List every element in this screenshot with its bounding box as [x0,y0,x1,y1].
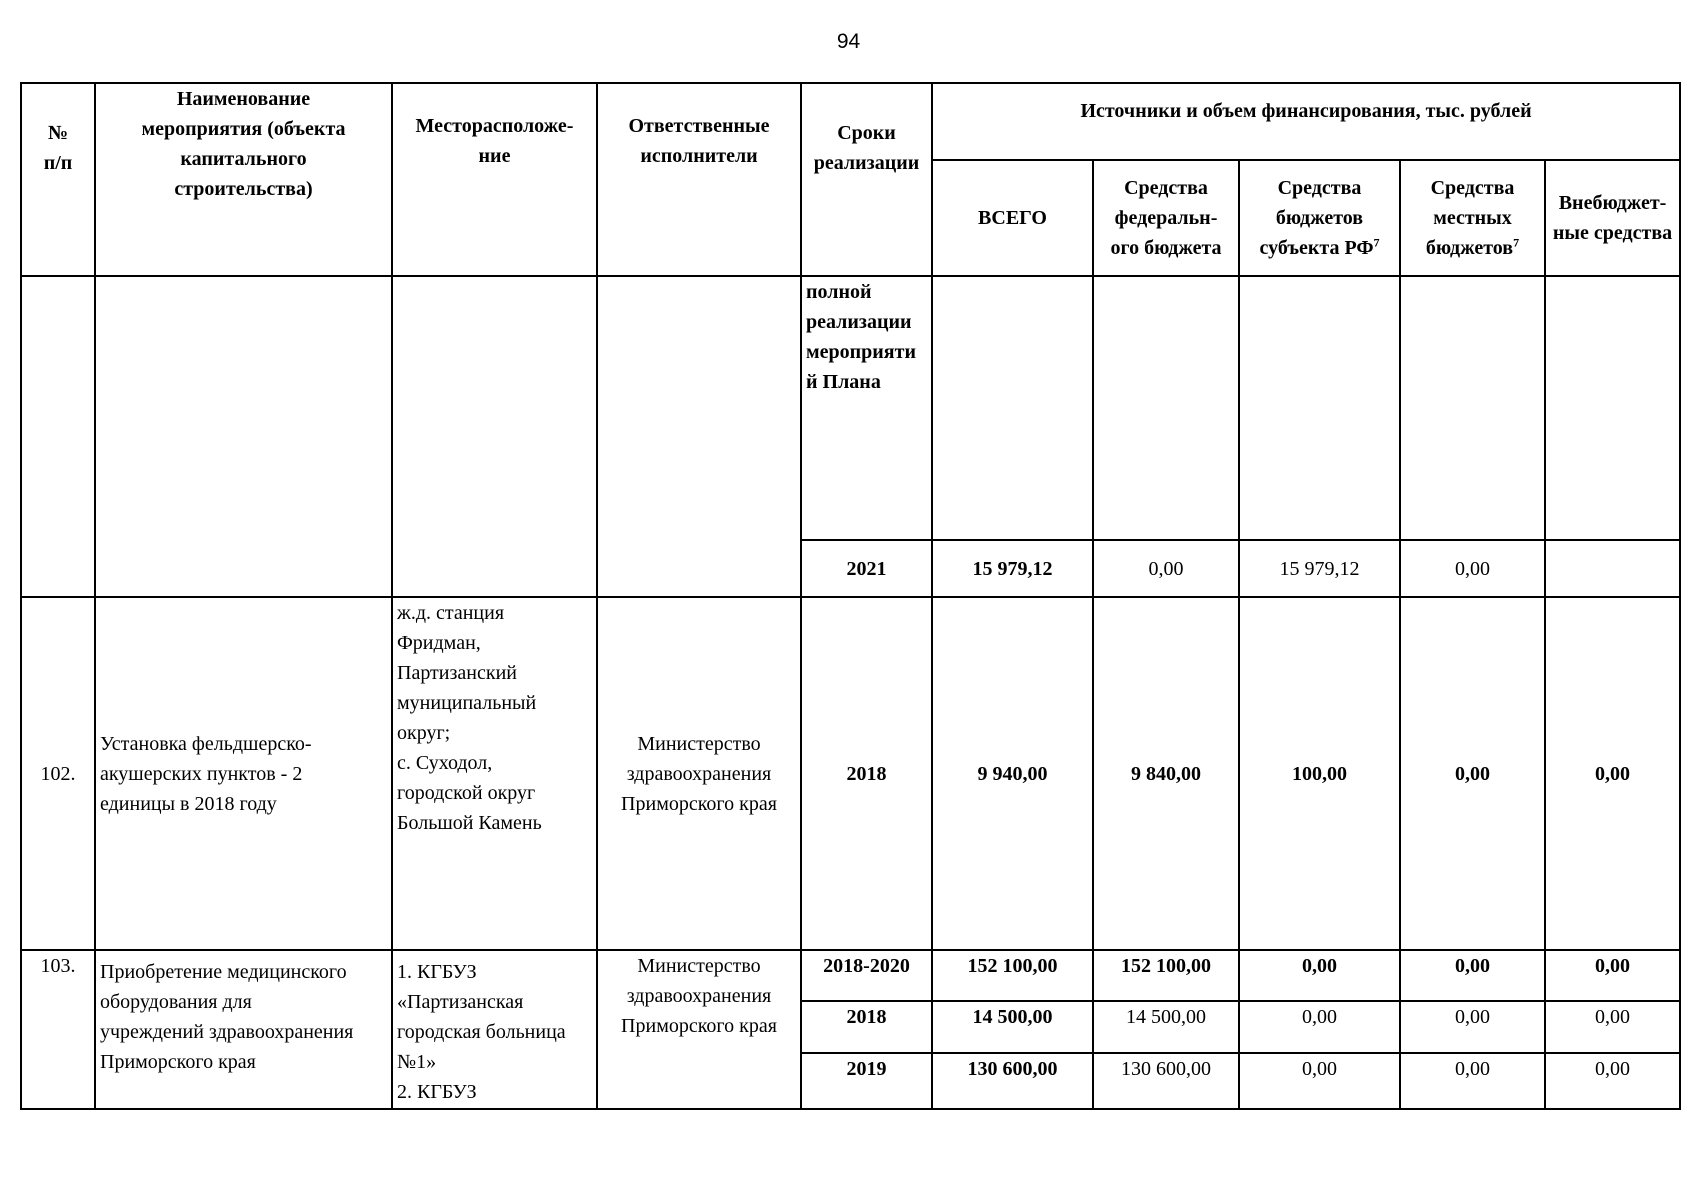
cont-empty-local [1400,276,1545,540]
header-financing: Источники и объем финансирования, тыс. рублей [932,83,1680,160]
cont-location-cell [392,276,597,597]
row-103-executors: Министерство здравоохранения Приморского края [597,950,801,1109]
cont-period-note: полной реализации мероприяти й Плана [801,276,932,540]
row-103-federal: 130 600,00 [1093,1053,1239,1109]
header-period: Сроки реализации [801,83,932,276]
header-regional-label: Средства бюджетов субъекта РФ [1259,177,1374,259]
table-row [21,950,1680,1001]
cont-empty-extrabudget [1545,276,1680,540]
row-102-num: 102. [21,597,95,950]
row-103-regional: 0,00 [1239,950,1400,1001]
cont-empty-total [932,276,1093,540]
row-102-extrabudget: 0,00 [1545,597,1680,950]
header-location: Месторасположе- ние [392,83,597,276]
header-local-label: Средства местных бюджетов [1425,177,1515,259]
row-103-extrabudget: 0,00 [1545,950,1680,1001]
row-102-federal: 9 840,00 [1093,597,1239,950]
cont-name-cell [95,276,392,597]
page-number: 94 [836,30,861,53]
row-103-period: 2018 [801,1001,932,1053]
header-regional [1239,160,1400,276]
row-103-local: 0,00 [1400,1053,1545,1109]
row-102-executors: Министерство здравоохранения Приморского края [597,597,801,950]
cont-num-cell [21,276,95,597]
cont-year: 2021 [801,540,932,597]
table-row [21,597,1680,950]
cont-federal: 0,00 [1093,540,1239,597]
table-row [21,276,1680,540]
row-103-total: 130 600,00 [932,1053,1093,1109]
cont-empty-federal [1093,276,1239,540]
row-103-name: Приобретение медицинского оборудования для учреждений здравоохранения Приморского края [95,950,392,1109]
cont-empty-regional [1239,276,1400,540]
financing-table [20,82,1681,1110]
header-local-footnote: 7 [1513,235,1520,250]
header-local [1400,160,1545,276]
row-102-location: ж.д. станция Фридман, Партизанский муниципальный округ; с. Суходол, городской округ Большой Камень [392,597,597,950]
header-num: № п/п [21,83,95,276]
cont-regional: 15 979,12 [1239,540,1400,597]
header-name: Наименование мероприятия (объекта капитального строительства) [95,83,392,276]
header-row-1 [21,83,1680,160]
cont-local: 0,00 [1400,540,1545,597]
row-103-local: 0,00 [1400,950,1545,1001]
cont-executors-cell [597,276,801,597]
cont-extrabudget [1545,540,1680,597]
row-102-regional: 100,00 [1239,597,1400,950]
row-103-regional: 0,00 [1239,1001,1400,1053]
row-103-total: 14 500,00 [932,1001,1093,1053]
header-executors: Ответственные исполнители [597,83,801,276]
row-103-num: 103. [21,950,95,1109]
row-103-local: 0,00 [1400,1001,1545,1053]
row-103-total: 152 100,00 [932,950,1093,1001]
row-103-federal: 152 100,00 [1093,950,1239,1001]
row-103-regional: 0,00 [1239,1053,1400,1109]
row-102-name: Установка фельдшерско- акушерских пунктов - 2 единицы в 2018 году [95,597,392,950]
row-103-extrabudget: 0,00 [1545,1053,1680,1109]
row-102-period: 2018 [801,597,932,950]
row-102-total: 9 940,00 [932,597,1093,950]
header-extrabudget: Внебюджет- ные средства [1545,160,1680,276]
row-103-period: 2019 [801,1053,932,1109]
cont-total: 15 979,12 [932,540,1093,597]
row-103-period: 2018-2020 [801,950,932,1001]
header-total: ВСЕГО [932,160,1093,276]
row-103-federal: 14 500,00 [1093,1001,1239,1053]
row-103-location: 1. КГБУЗ «Партизанская городская больница №1» 2. КГБУЗ [392,950,597,1109]
row-103-extrabudget: 0,00 [1545,1001,1680,1053]
header-federal: Средства федеральн- ого бюджета [1093,160,1239,276]
row-102-local: 0,00 [1400,597,1545,950]
header-regional-footnote: 7 [1373,235,1380,250]
